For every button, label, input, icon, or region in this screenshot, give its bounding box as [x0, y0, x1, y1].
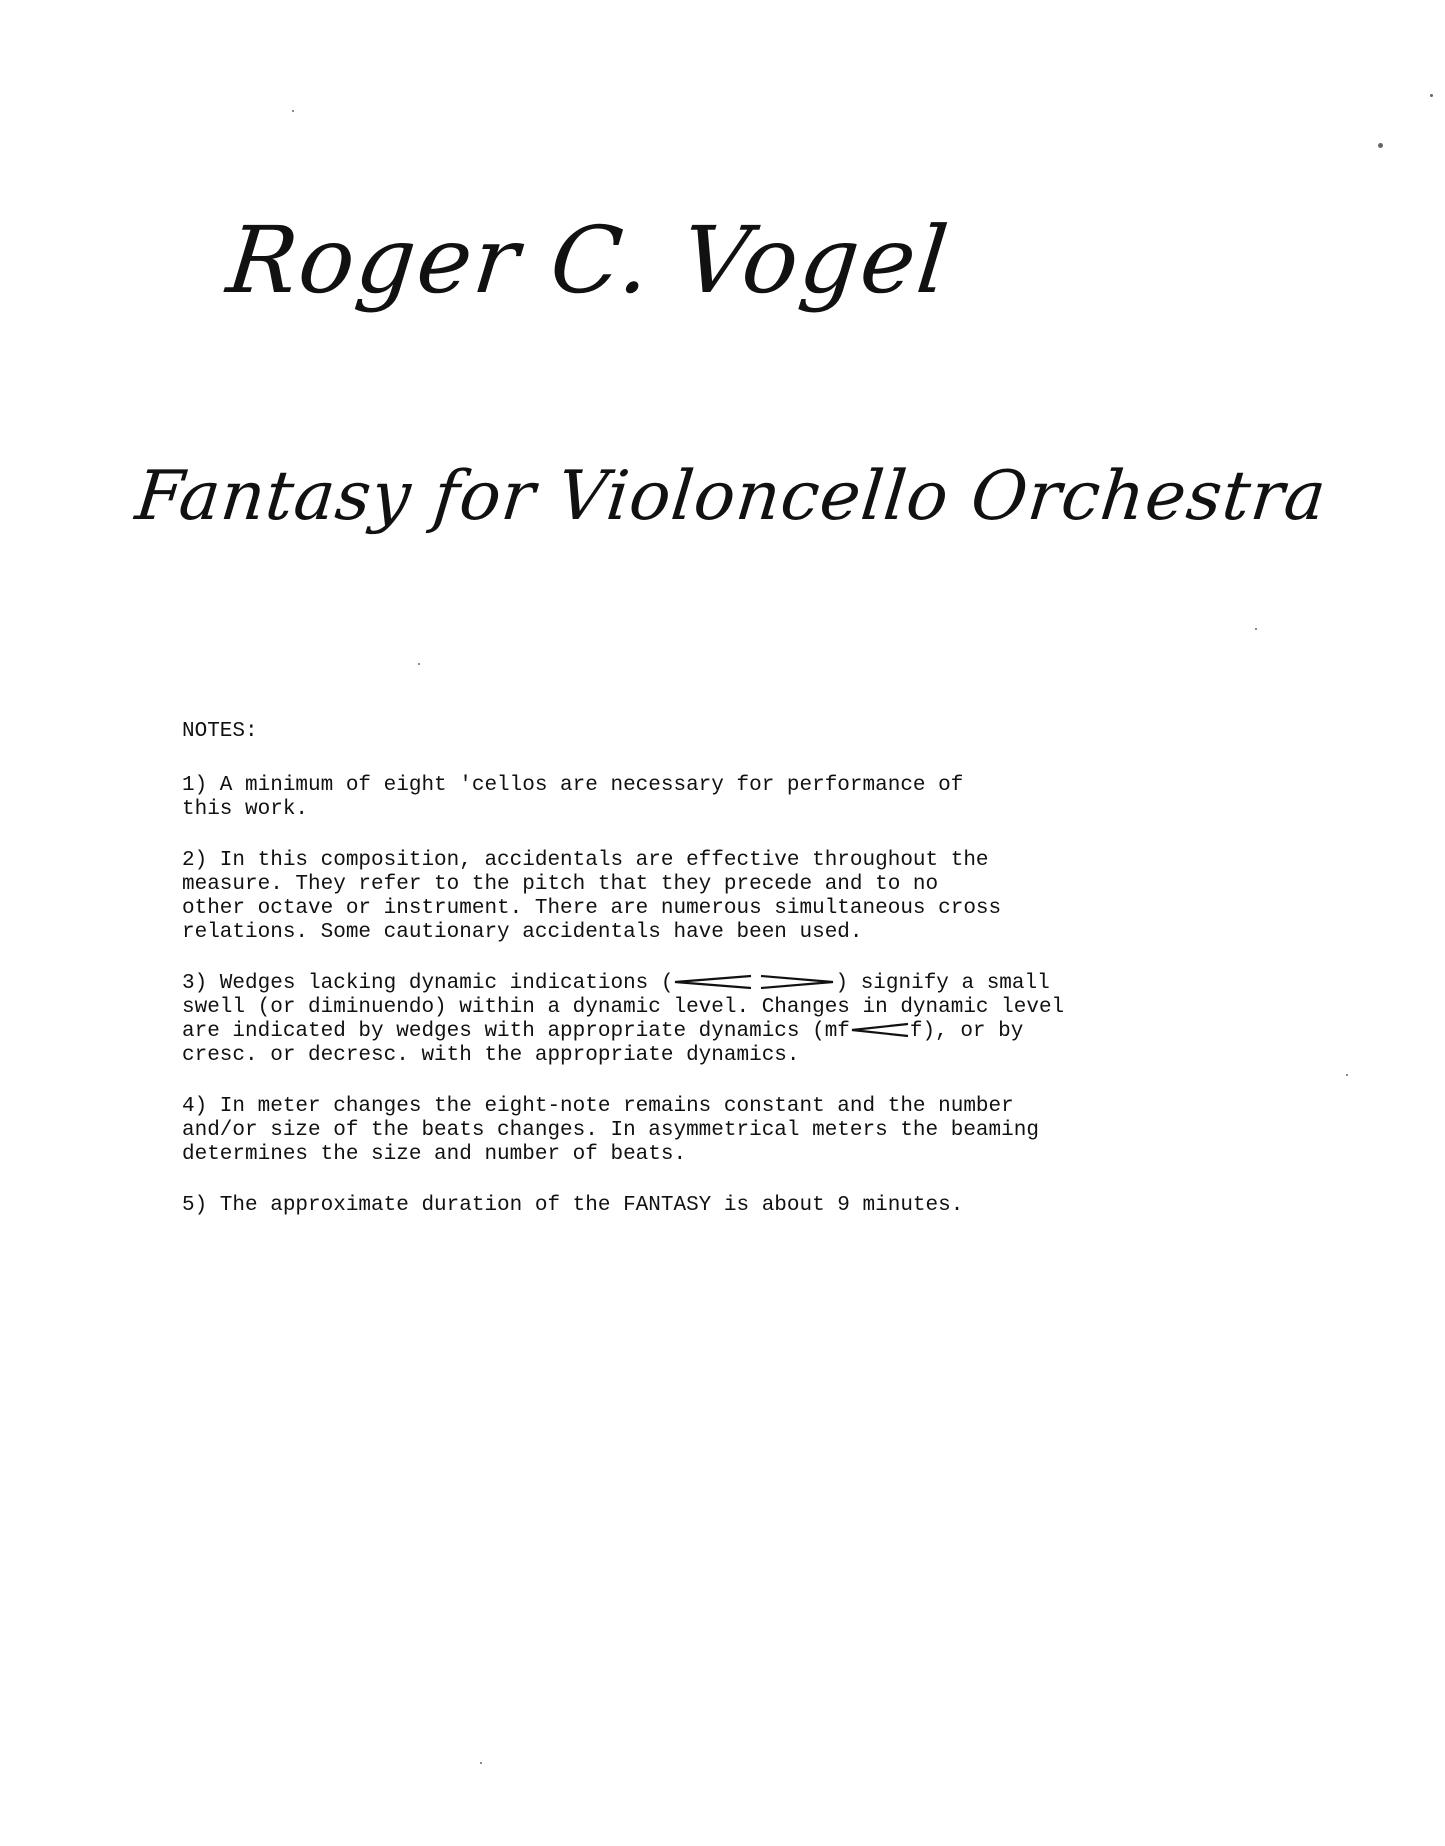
- scan-speck: [480, 1762, 482, 1764]
- crescendo-wedge-icon: [850, 1022, 910, 1038]
- note-3: [182, 972, 1162, 1068]
- note-2: 2) In this composition, accidentals are effective throughout the measure. They refer to the pitch that they precede and to no other octave or instrument. There are numerous simultaneous cross relations. Some cautionary accidentals have been used.: [182, 849, 1002, 944]
- scan-speck: [1430, 94, 1433, 97]
- scan-speck: [1255, 628, 1257, 630]
- note-3-text-a: 3) Wedges lacking dynamic indications (: [182, 972, 674, 995]
- note-3-text-c: swell (or diminuendo) within a dynamic level. Changes in dynamic level are indicated by wedges with appropriate dynamics (mf: [182, 996, 1065, 1043]
- note-3-text-d: f), or by: [909, 1020, 1024, 1043]
- note-3-text-b: ) signify a small: [835, 972, 1050, 995]
- note-4: 4) In meter changes the eight-note remains constant and the number and/or size of the beats changes. In asymmetrical meters the beaming determines the size and number of beats.: [182, 1095, 1039, 1166]
- notes-heading: NOTES:: [182, 720, 258, 743]
- scan-speck: [1346, 1074, 1348, 1076]
- note-1: 1) A minimum of eight 'cellos are necessary for performance of this work.: [182, 774, 964, 821]
- crescendo-decrescendo-wedges-icon: [673, 974, 835, 990]
- note-3-text-e: cresc. or decresc. with the appropriate dynamics.: [182, 1044, 800, 1067]
- scan-speck: [418, 663, 420, 665]
- note-5: 5) The approximate duration of the FANTASY is about 9 minutes.: [182, 1194, 964, 1217]
- scan-speck: [292, 110, 294, 112]
- work-title: Fantasy for Violoncello Orchestra: [131, 457, 1331, 536]
- performance-notes: [182, 720, 1162, 1245]
- scan-speck: [1378, 143, 1383, 148]
- composer-name: Roger C. Vogel: [222, 207, 955, 314]
